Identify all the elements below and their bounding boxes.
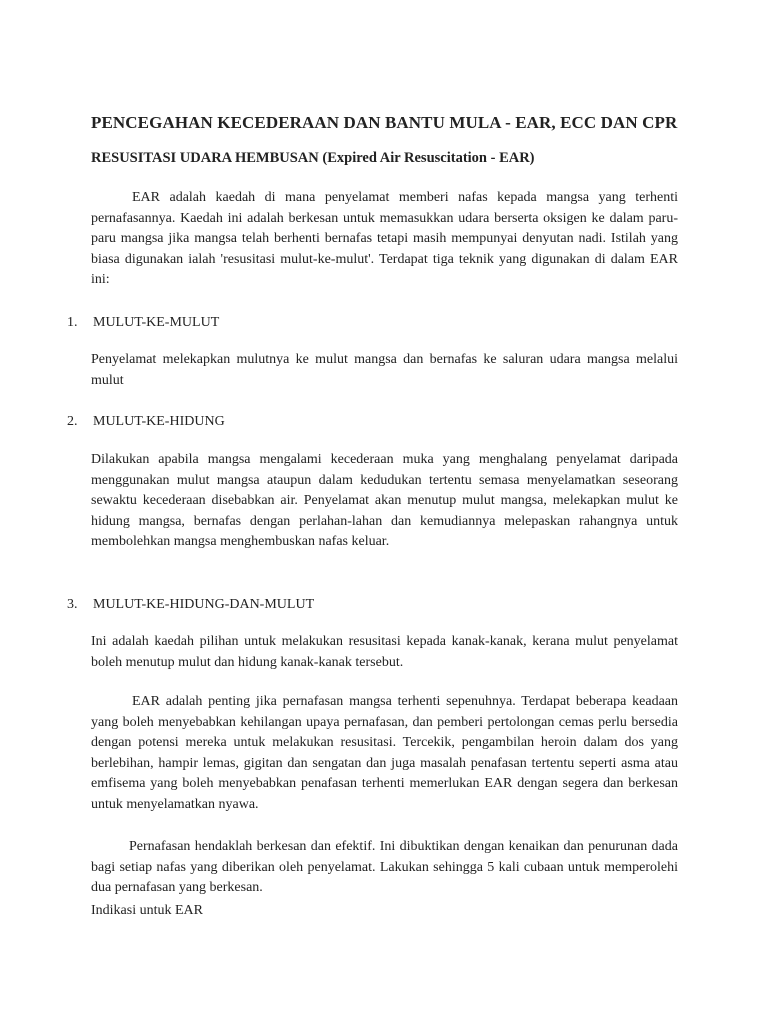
technique-1-body: Penyelamat melekapkan mulutnya ke mulut mangsa dan bernafas ke saluran udara mangsa melalui mulut [91, 352, 678, 388]
document-title: PENCEGAHAN KECEDERAAN DAN BANTU MULA - EAR, ECC DAN CPR [91, 113, 678, 132]
technique-3-heading [67, 597, 314, 613]
technique-3-title: MULUT-KE-HIDUNG-DAN-MULUT [93, 597, 315, 612]
technique-2-number: 2. [67, 414, 78, 429]
section-subtitle: RESUSITASI UDARA HEMBUSAN (Expired Air Resuscitation - EAR) [91, 150, 535, 166]
technique-1-number: 1. [67, 315, 78, 330]
technique-3-number: 3. [67, 597, 78, 612]
technique-2-body: Dilakukan apabila mangsa mengalami kecederaan muka yang menghalang penyelamat daripada menggunakan mulut mangsa ataupun dalam kedudukan tertentu semasa menyelamatkan seseorang sewaktu kecederaan disebabkan air. Penyelamat akan menutup mulut mangsa, melekapkan mulut ke hidung mangsa, bernafas dengan perlahan-lahan dan kemudiannya melepaskan rahangnya untuk membolehkan mangsa menghembuskan nafas keluar. [91, 452, 678, 549]
technique-3-body: Ini adalah kaedah pilihan untuk melakukan resusitasi kepada kanak-kanak, kerana mulut penyelamat boleh menutup mulut dan hidung kanak-kanak tersebut. [91, 634, 678, 670]
technique-1-title: MULUT-KE-MULUT [93, 315, 220, 330]
effectiveness-paragraph: Pernafasan hendaklah berkesan dan efektif. Ini dibuktikan dengan kenaikan dan penurunan dada bagi setiap nafas yang diberikan oleh penyelamat. Lakukan sehingga 5 kali cubaan untuk memperolehi dua pernafasan yang berkesan. [91, 839, 678, 895]
technique-2-heading [67, 414, 225, 430]
indications-heading: Indikasi untuk EAR [91, 903, 203, 918]
technique-2-title: MULUT-KE-HIDUNG [93, 414, 225, 429]
technique-1-heading [67, 315, 219, 331]
importance-paragraph: EAR adalah penting jika pernafasan mangsa terhenti sepenuhnya. Terdapat beberapa keadaan yang boleh menyebabkan kehilangan upaya pernafasan, dan pemberi pertolongan cemas perlu bersedia dengan potensi mereka untuk melakukan resusitasi. Tercekik, pengambilan heroin dalam dos yang berlebihan, hampir lemas, gigitan dan sengatan dan juga masalah penafasan tertentu seperti asma atau emfisema yang boleh menyebabkan penafasan terhenti memerlukan EAR dengan segera dan berkesan untuk menyelamatkan nyawa. [91, 694, 678, 812]
intro-paragraph: EAR adalah kaedah di mana penyelamat memberi nafas kepada mangsa yang terhenti pernafasannya. Kaedah ini adalah berkesan untuk memasukkan udara berserta oksigen ke dalam paru-paru mangsa jika mangsa telah berhenti bernafas tetapi masih mempunyai denyutan nadi. Istilah yang biasa digunakan ialah 'resusitasi mulut-ke-mulut'. Terdapat tiga teknik yang digunakan di dalam EAR ini: [91, 190, 678, 287]
